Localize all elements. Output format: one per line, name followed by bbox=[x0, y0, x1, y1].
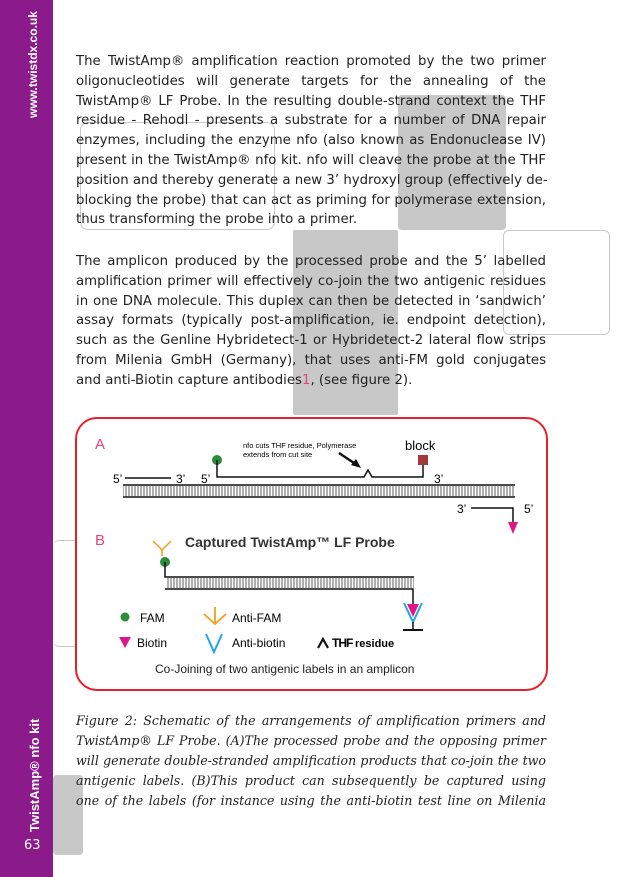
text-line: The TwistAmp® amplification reaction promoted by the two primer bbox=[76, 54, 546, 69]
legend-biotin: Biotin bbox=[137, 636, 168, 650]
text-line: oligonucleotides will generate targets for the annealing of the bbox=[76, 73, 546, 89]
legend-thf: THF bbox=[332, 636, 353, 650]
caption-line: will generate double-stranded amplification products that co-join the two bbox=[76, 753, 546, 768]
text-line: from Milenia GmbH (Germany), that uses anti-FM gold conjugates bbox=[76, 352, 546, 368]
five-prime-label: 5’ bbox=[113, 472, 123, 486]
caption-line: antigenic labels. (B)This product can subsequently be captured using bbox=[76, 773, 546, 788]
reverse-primer bbox=[471, 508, 513, 522]
text-line: The amplicon produced by the processed probe and the 5’ labelled bbox=[76, 254, 546, 269]
caption-line: TwistAmp® LF Probe. (A)The processed probe and the opposing primer bbox=[76, 733, 546, 748]
website-label: www.twistdx.co.uk bbox=[26, 11, 40, 118]
text-line bbox=[76, 371, 546, 391]
paragraph-2 bbox=[76, 252, 546, 391]
sidebar bbox=[0, 0, 53, 877]
text: and anti-Biotin capture antibodies bbox=[76, 372, 302, 388]
figure-caption bbox=[76, 711, 546, 811]
page-number: 63 bbox=[24, 838, 41, 853]
text-line: present in the TwistAmp® nfo kit. nfo will cleave the probe at the THF bbox=[76, 152, 546, 168]
legend-anti-fam: Anti-FAM bbox=[232, 611, 282, 625]
text-line: such as the Genline Hybridetect-1 or Hybridetect-2 lateral flow strips bbox=[76, 333, 546, 349]
arrow-head-icon bbox=[351, 459, 361, 468]
five-prime-label: 5’ bbox=[524, 502, 534, 516]
lf-probe bbox=[217, 460, 423, 477]
dna-duplex bbox=[167, 578, 414, 588]
text-line: in one DNA molecule. This duplex can then be detected in ‘sandwich’ bbox=[76, 293, 546, 309]
caption-line: one of the labels (for instance using the anti-biotin test line on Milenia bbox=[76, 793, 546, 808]
anti-biotin-legend-icon bbox=[206, 634, 222, 652]
annotation-text: extends from cut site bbox=[243, 450, 313, 459]
text-line: assay formats (typically post-amplification, ie. endpoint detection), bbox=[76, 313, 546, 329]
strand bbox=[165, 589, 413, 604]
five-prime-label: 5’ bbox=[201, 472, 211, 486]
anti-fam-icon bbox=[153, 541, 171, 550]
text-line: blocking the probe) that can act as priming for polymerase extension, bbox=[76, 192, 546, 208]
text-line: enzymes, including the enzyme nfo (also known as Endonuclease IV) bbox=[76, 133, 546, 149]
biotin-legend-icon bbox=[119, 637, 131, 648]
panel-b-label: B bbox=[95, 532, 106, 549]
annotation-text: nfo cuts THF residue, Polymerase bbox=[243, 441, 357, 450]
panel-a-label: A bbox=[95, 436, 106, 453]
text-line: TwistAmp® LF Probe. In the resulting double-strand context the THF bbox=[76, 93, 546, 109]
legend-residue: residue bbox=[355, 638, 395, 650]
strand bbox=[165, 562, 414, 577]
fam-legend-icon bbox=[121, 613, 130, 622]
figure-2 bbox=[75, 417, 548, 691]
legend-fam: FAM bbox=[140, 611, 165, 625]
kit-name-label: TwistAmp® nfo kit bbox=[27, 718, 42, 832]
legend-anti-biotin: Anti-biotin bbox=[232, 636, 286, 650]
text-line: residue - Rehodl - presents a substrate for a number of DNA repair bbox=[76, 113, 546, 129]
panel-b-title: Captured TwistAmp™ LF Probe bbox=[185, 534, 395, 550]
caption-line: Figure 2: Schematic of the arrangements of amplification primers and bbox=[76, 713, 546, 728]
block-label: block bbox=[405, 438, 436, 453]
biotin-icon bbox=[508, 522, 518, 534]
dna-duplex bbox=[123, 486, 515, 496]
figure-diagram bbox=[77, 419, 550, 693]
three-prime-label: 3’ bbox=[434, 472, 444, 486]
block-icon bbox=[418, 455, 428, 465]
paragraph-1 bbox=[76, 52, 546, 230]
thf-residue-icon bbox=[318, 639, 328, 648]
text-line: position and thereby generate a new 3’ hydroxyl group (effectively de- bbox=[76, 172, 548, 188]
text-line: amplification primer will effectively co-join the two antigenic residues bbox=[76, 273, 546, 289]
three-prime-label: 3’ bbox=[176, 472, 186, 486]
figure-footer: Co-Joining of two antigenic labels in an amplicon bbox=[155, 662, 415, 676]
reference-link[interactable]: 1 bbox=[302, 372, 311, 388]
text-line: thus transforming the probe into a primer. bbox=[76, 212, 358, 228]
text: , (see figure 2). bbox=[310, 372, 413, 388]
three-prime-label: 3’ bbox=[457, 502, 467, 516]
